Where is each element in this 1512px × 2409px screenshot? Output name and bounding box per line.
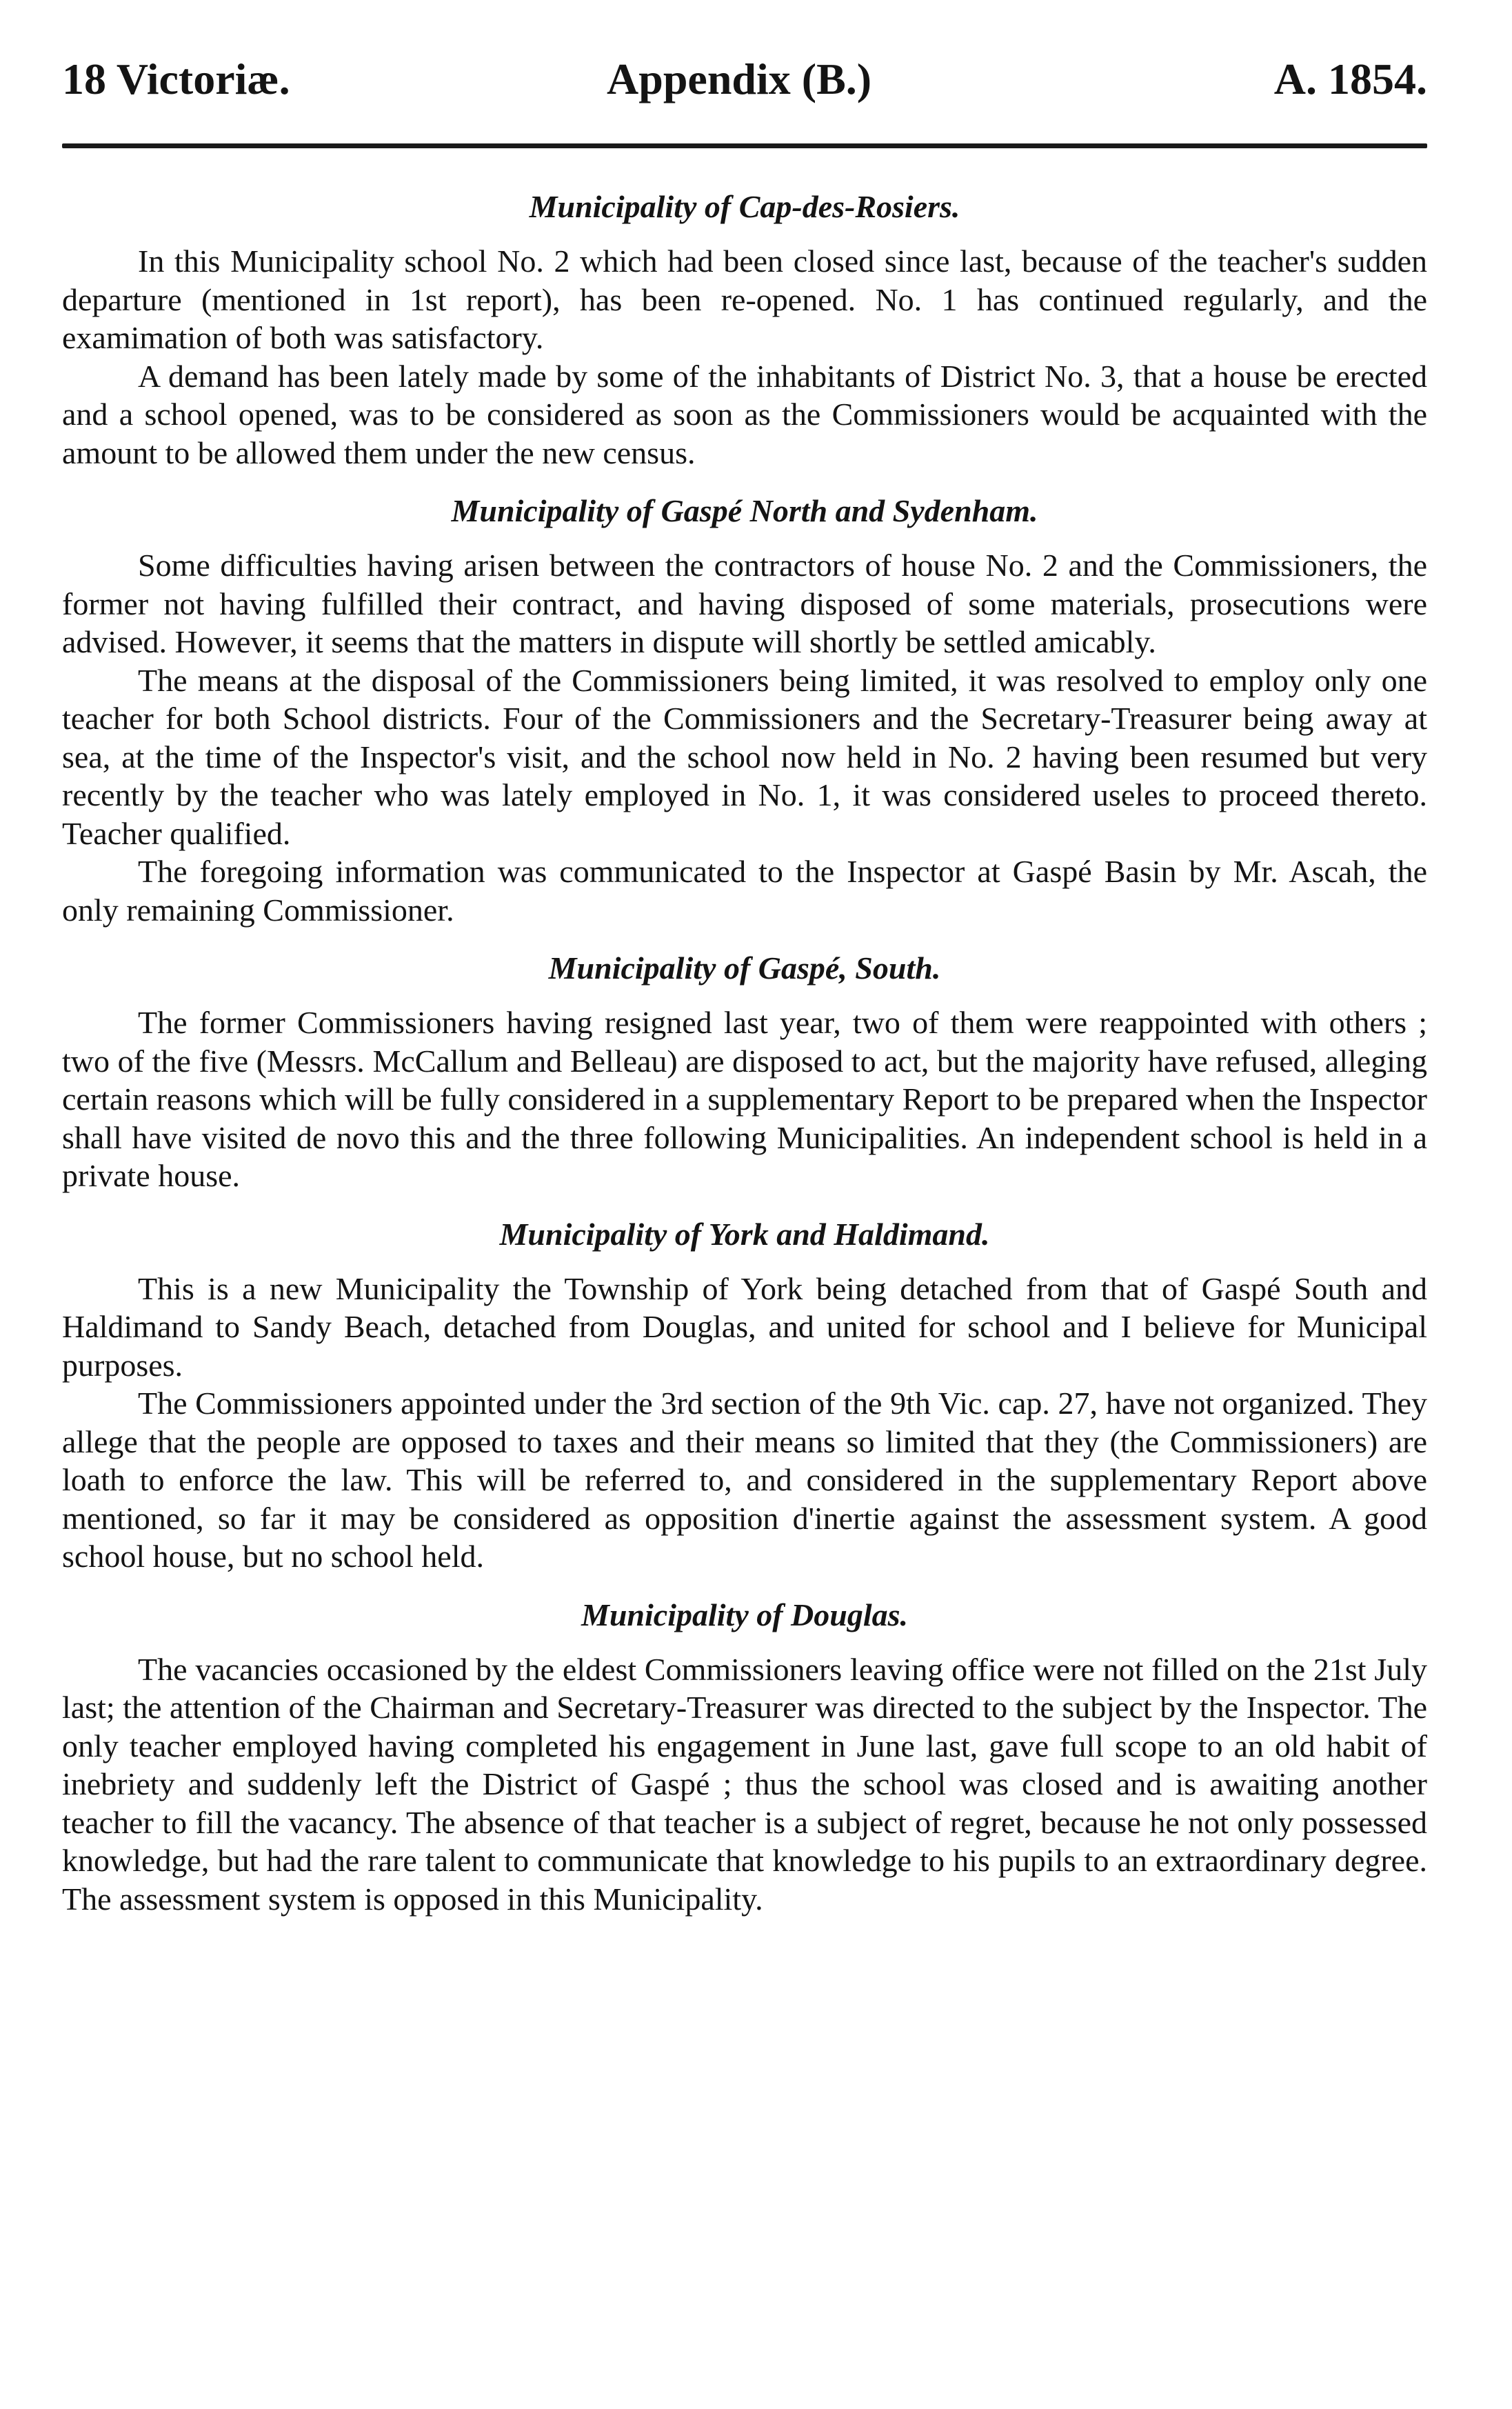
section-heading: Municipality of Gaspé, South. xyxy=(548,950,941,986)
section-york-haldimand xyxy=(62,1215,1427,1576)
page xyxy=(62,41,1427,2372)
section-heading: Municipality of Gaspé North and Sydenham. xyxy=(451,493,1038,528)
section-heading: Municipality of Cap-des-Rosiers. xyxy=(529,189,960,224)
section-heading: Municipality of Douglas. xyxy=(581,1597,909,1632)
paragraph: A demand has been lately made by some of the inhabitants of District No. 3, that a house be erected and a school opened, was to be considered as soon as the Commissioners would be acquainted with the amount to be allowed them under the new census. xyxy=(62,358,1427,470)
section-douglas xyxy=(62,1595,1427,1919)
header-left: 18 Victoriæ. xyxy=(62,54,290,103)
section-gaspe-south xyxy=(62,948,1427,1195)
running-head xyxy=(62,41,1427,117)
paragraph: This is a new Municipality the Township of York being detached from that of Gaspé South and Haldimand to Sandy Beach, detached from Douglas, and united for school and I believe for Municipal purposes. xyxy=(62,1270,1427,1383)
section-heading: Municipality of York and Haldimand. xyxy=(499,1216,990,1252)
section-gaspe-north-sydenham xyxy=(62,491,1427,929)
paragraph: The means at the disposal of the Commissioners being limited, it was resolved to employ only one teacher for both School districts. Four of the Commissioners and the Secretary-Treasurer being away at sea, at the time of the Inspector's visit, and the school now held in No. 2 having been resumed but very recently by the teacher who was lately employed in No. 1, it was considered useles to proceed thereto. Teacher qualified. xyxy=(62,662,1427,851)
paragraph: Some difficulties having arisen between the contractors of house No. 2 and the Commissioners, the former not having fulfilled their contract, and having disposed of some materials, prosecutions were advised. However, it seems that the matters in dispute will shortly be settled amicably. xyxy=(62,548,1427,659)
paragraph: The former Commissioners having resigned last year, two of them were reappointed with others ; two of the five (Messrs. McCallum and Belleau) are disposed to act, but the majority have refused, alleging certain reasons which will be fully considered in a supplementary Report to be prepared when the Inspector shall have visited de novo this and the three following Municipalities. An independent school is held in a private house. xyxy=(62,1005,1427,1193)
header-right: A. 1854. xyxy=(1273,54,1427,103)
paragraph: In this Municipality school No. 2 which had been closed since last, because of the teacher's sudden departure (mentioned in 1st report), has been re-opened. No. 1 has continued regularly, and the examimation of both was satisfactory. xyxy=(62,243,1427,355)
paragraph: The Commissioners appointed under the 3rd section of the 9th Vic. cap. 27, have not organized. They allege that the people are opposed to taxes and their means so limited that they (the Commissioners) are loath to enforce the law. This will be referred to, and considered in the supplementary Report above mentioned, so far it may be considered as opposition d'inertie against the assessment system. A good school house, but no school held. xyxy=(62,1386,1427,1574)
paragraph: The vacancies occasioned by the eldest Commissioners leaving office were not filled on the 21st July last; the attention of the Chairman and Secretary-Treasurer was directed to the subject by the Inspector. The only teacher employed having completed his engagement in June last, gave full scope to an old habit of inebriety and suddenly left the District of Gaspé ; thus the school was closed and is awaiting another teacher to fill the vacancy. The absence of that teacher is a subject of regret, because he not only possessed knowledge, but had the rare talent to communicate that knowledge to his pupils to an extraordinary degree. The assessment system is opposed in this Municipality. xyxy=(62,1651,1427,1917)
header-center: Appendix (B.) xyxy=(607,54,872,103)
section-cap-des-rosiers xyxy=(62,187,1427,472)
paragraph: The foregoing information was communicated to the Inspector at Gaspé Basin by Mr. Ascah, the only remaining Commissioner. xyxy=(62,854,1427,928)
header-rule xyxy=(62,143,1427,148)
